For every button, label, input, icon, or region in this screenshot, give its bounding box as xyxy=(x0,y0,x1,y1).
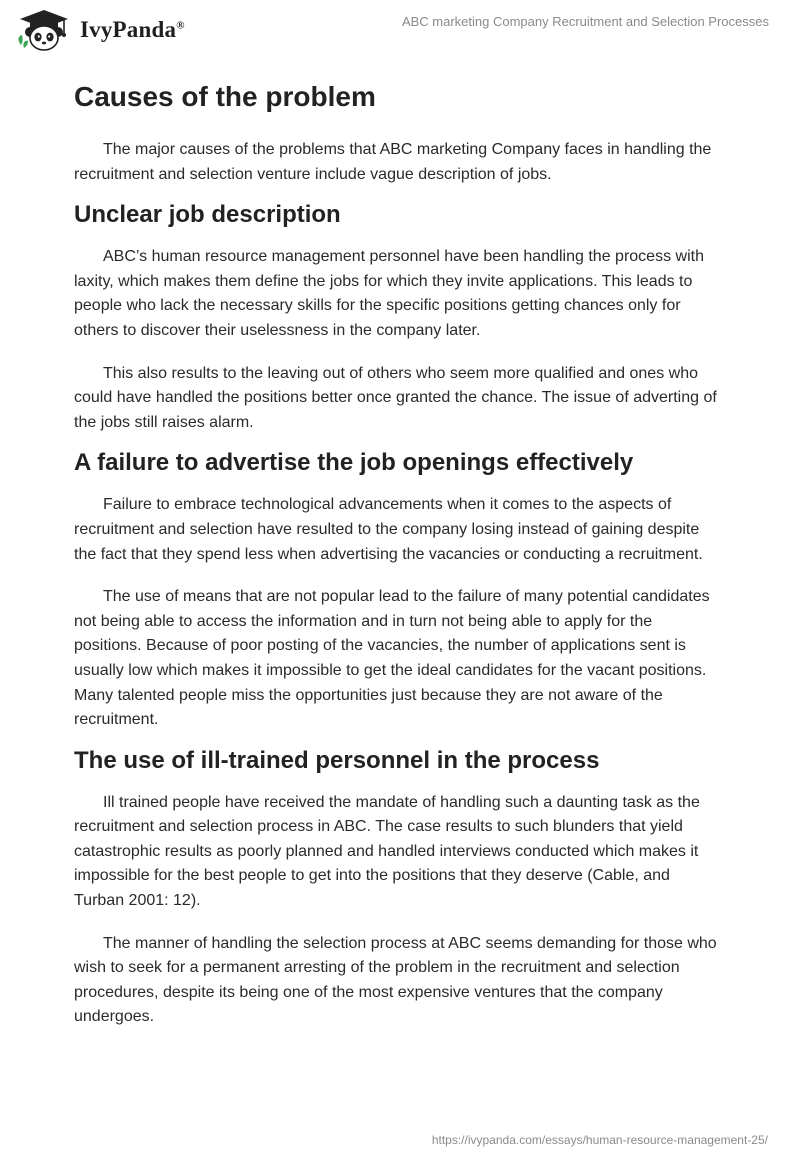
essay-body xyxy=(74,68,724,1030)
section-heading: Causes of the problem xyxy=(74,81,376,112)
document-title: ABC marketing Company Recruitment and Selection Processes xyxy=(401,14,769,29)
paragraph: This also results to the leaving out of others who seem more qualified and ones who could have handled the positions better once granted the chance. The issue of adverting of the jobs still raises alarm. xyxy=(74,364,717,431)
registered-mark: ® xyxy=(176,19,185,32)
brand-name: IvyPanda® xyxy=(80,17,185,42)
brand-logo[interactable] xyxy=(14,8,185,52)
paragraph: The major causes of the problems that ABC marketing Company faces in handling the recruitment and selection venture include vague description of jobs. xyxy=(74,141,712,183)
panda-graduate-icon xyxy=(14,8,74,52)
section-heading: A failure to advertise the job openings effectively xyxy=(74,449,634,477)
source-url-link[interactable]: https://ivypanda.com/essays/human-resource-management-25/ xyxy=(431,1133,768,1147)
section-heading: Unclear job description xyxy=(74,201,341,229)
paragraph: ABC’s human resource management personnel have been handling the process with laxity, which makes them define the jobs for which they invite applications. This leads to people who lack the necessary skills for the specific positions getting chances only for others to discover their uselessness in the company later. xyxy=(74,248,704,339)
paragraph: Ill trained people have received the mandate of handling such a daunting task as the recruitment and selection process in ABC. The case results to such blunders that yield catastrophic results as poorly planned and handled interviews conducted which makes it impossible for the best people to get into the positions that they deserve (Cable, and Turban 2001: 12). xyxy=(74,793,700,910)
paragraph: The use of means that are not popular lead to the failure of many potential candidates not being able to access the information and in turn not being able to apply for the positions. Because of poor posting of the vacancies, the number of applications sent is usually low which makes it impossible to get the ideal candidates for the vacant positions. Many talented people miss the opportunities just because they are not aware of the recruitment. xyxy=(74,588,710,729)
paragraph: The manner of handling the selection process at ABC seems demanding for those who wish to seek for a permanent arresting of the problem in the recruitment and selection procedures, despite its being one of the most expensive ventures that the company undergoes. xyxy=(74,934,717,1026)
paragraph: Failure to embrace technological advancements when it comes to the aspects of recruitment and selection have resulted to the company losing instead of gaining despite the fact that they spend less when advertising the vacancies or conducting a recruitment. xyxy=(74,496,703,563)
section-heading: The use of ill-trained personnel in the process xyxy=(74,746,600,774)
page-header xyxy=(0,0,800,70)
